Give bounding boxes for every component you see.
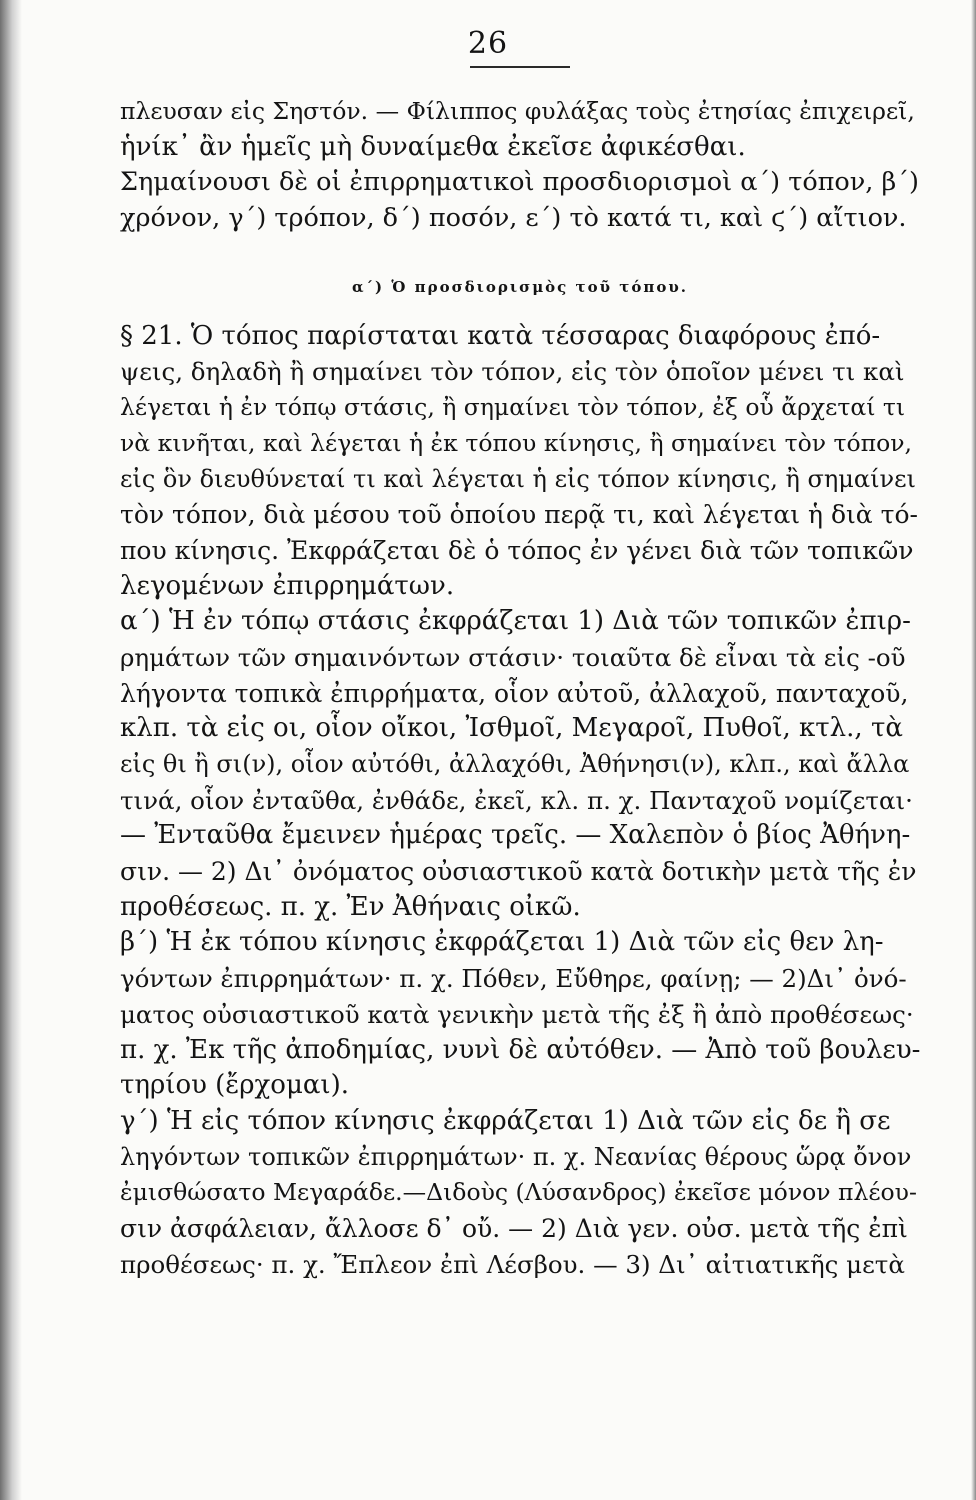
text-line: § 21. Ὁ τόπος παρίσταται κατὰ τέσσαρας διαφόρους ἐπό- xyxy=(120,320,881,351)
text-line: τινά, οἷον ἐνταῦθα, ἐνθάδε, ἐκεῖ, κλ. π. χ. Πανταχοῦ νομίζεται· xyxy=(120,785,913,815)
text-line: τηρίου (ἔρχομαι). xyxy=(120,1070,350,1101)
text-line: ματος οὐσιαστικοῦ κατὰ γενικὴν μετὰ τῆς ἐξ ἢ ἀπὸ προθέσεως· xyxy=(120,999,914,1029)
text-line: λήγοντα τοπικὰ ἐπιρρήματα, οἷον αὐτοῦ, ἀλλαχοῦ, πανταχοῦ, xyxy=(120,678,909,708)
text-line: εἰς θι ἢ σι(ν), οἷον αὐτόθι, ἀλλαχόθι, Ἀθήνησι(ν), κλπ., καὶ ἄλλα xyxy=(120,750,910,778)
text-line: σιν. — 2) Δι᾽ ὀνόματος οὐσιαστικοῦ κατὰ δοτικὴν μετὰ τῆς ἐν xyxy=(120,857,917,887)
text-line: ληγόντων τοπικῶν ἐπιρρημάτων· π. χ. Νεανίας θέρους ὥρᾳ ὄνον xyxy=(120,1142,912,1171)
text-line: προθέσεως· π. χ. Ἔπλεον ἐπὶ Λέσβου. — 3) Δι᾽ αἰτιατικῆς μετὰ xyxy=(120,1249,905,1279)
text-line: κλπ. τὰ εἰς οι, οἷον οἴκοι, Ἰσθμοῖ, Μεγαροῖ, Πυθοῖ, κτλ., τὰ xyxy=(120,713,903,744)
text-line: λεγομένων ἐπιρρημάτων. xyxy=(120,570,455,601)
page-number-rule xyxy=(470,66,570,68)
text-line: πλευσαν εἰς Σηστόν. — Φίλιππος φυλάξας τοὺς ἐτησίας ἐπιχειρεῖ, xyxy=(120,97,915,125)
text-line: τὸν τόπον, διὰ μέσου τοῦ ὁποίου περᾷ τι, καὶ λέγεται ἡ διὰ τό- xyxy=(120,500,918,530)
text-line: προθέσεως. π. χ. Ἐν Ἀθήναις οἰκῶ. xyxy=(120,891,581,922)
section-heading: α΄) Ὁ προσδιορισμὸς τοῦ τόπου. xyxy=(352,277,688,296)
text-line: ψεις, δηλαδὴ ἢ σημαίνει τὸν τόπον, εἰς τὸν ὁποῖον μένει τι καὶ xyxy=(120,357,905,387)
text-line: Σημαίνουσι δὲ οἱ ἐπιρρηματικοὶ προσδιορισμοὶ α΄) τόπον, β΄) xyxy=(120,167,919,198)
text-line: α΄) Ἡ ἐν τόπῳ στάσις ἐκφράζεται 1) Διὰ τῶν τοπικῶν ἐπιρ- xyxy=(120,606,911,637)
text-line: ρημάτων τῶν σημαινόντων στάσιν· τοιαῦτα δὲ εἶναι τὰ εἰς -οῦ xyxy=(120,642,906,672)
page-number: 26 xyxy=(467,26,509,61)
text-line: λέγεται ἡ ἐν τόπῳ στάσις, ἢ σημαίνει τὸν τόπον, ἐξ οὗ ἄρχεταί τι xyxy=(120,393,906,422)
text-line: χρόνον, γ΄) τρόπον, δ΄) ποσόν, ε΄) τὸ κατά τι, καὶ ϛ΄) αἴτιον. xyxy=(120,203,907,234)
text-line: π. χ. Ἐκ τῆς ἀποδημίας, νυνὶ δὲ αὐτόθεν. — Ἀπὸ τοῦ βουλευ- xyxy=(120,1034,921,1065)
text-line: εἰς ὃν διευθύνεταί τι καὶ λέγεται ἡ εἰς τόπον κίνησις, ἢ σημαίνει xyxy=(120,464,916,493)
text-line: ἡνίκ᾽ ἂν ἡμεῖς μὴ δυναίμεθα ἐκεῖσε ἀφικέσθαι. xyxy=(120,131,746,162)
text-line: που κίνησις. Ἐκφράζεται δὲ ὁ τόπος ἐν γένει διὰ τῶν τοπικῶν xyxy=(120,535,914,565)
text-line: νὰ κινῆται, καὶ λέγεται ἡ ἐκ τόπου κίνησις, ἢ σημαίνει τὸν τόπον, xyxy=(120,428,913,457)
binding-shadow xyxy=(0,0,22,1500)
page-text xyxy=(120,94,920,1282)
text-line: — Ἐνταῦθα ἔμεινεν ἡμέρας τρεῖς. — Χαλεπὸν ὁ βίος Ἀθήνη- xyxy=(120,820,911,851)
text-line: γ΄) Ἡ εἰς τόπον κίνησις ἐκφράζεται 1) Διὰ τῶν εἰς δε ἢ σε xyxy=(120,1105,891,1136)
text-line: β΄) Ἡ ἐκ τόπου κίνησις ἐκφράζεται 1) Διὰ τῶν εἰς θεν λη- xyxy=(120,927,884,958)
edge-shadow xyxy=(971,0,976,1500)
text-line: γόντων ἐπιρρημάτων· π. χ. Πόθεν, Εὔθηρε, φαίνῃ; — 2)Δι᾽ ὀνό- xyxy=(120,964,907,994)
text-line: σιν ἀσφάλειαν, ἄλλοσε δ᾽ οὔ. — 2) Διὰ γεν. οὐσ. μετὰ τῆς ἐπὶ xyxy=(120,1213,908,1243)
text-line: ἐμισθώσατο Μεγαράδε.—Διδοὺς (Λύσανδρος) ἐκεῖσε μόνον πλέου- xyxy=(120,1178,917,1207)
